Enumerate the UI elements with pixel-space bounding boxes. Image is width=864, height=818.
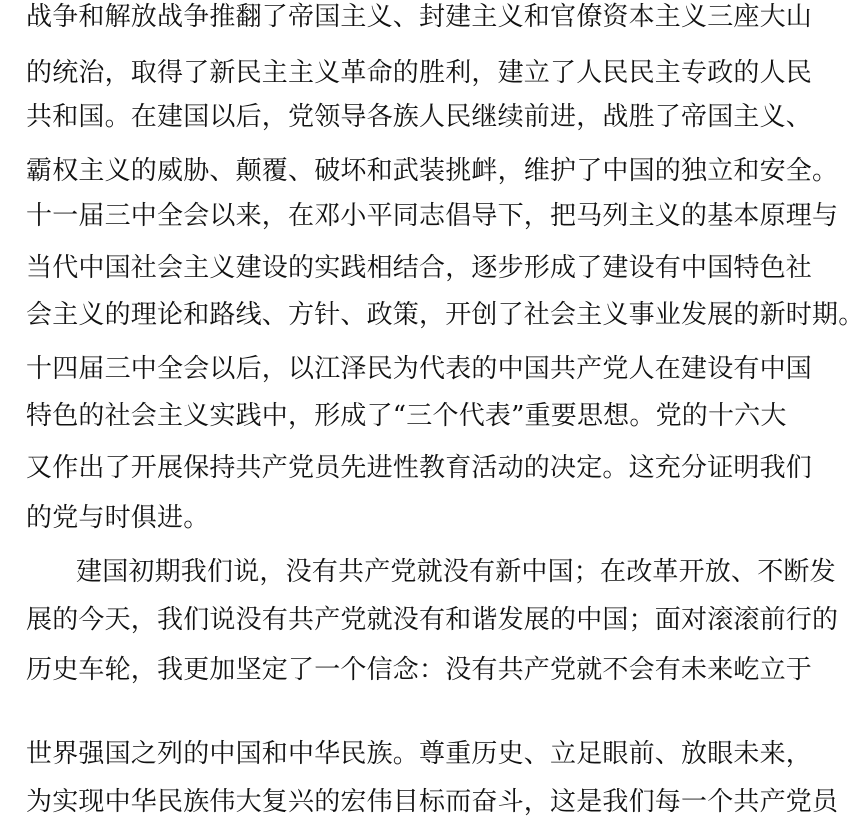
text-line-5: 十一届三中全会以来，在邓小平同志倡导下，把马列主义的基本原理与 xyxy=(26,201,839,231)
text-line-1: 战争和解放战争推翻了帝国主义、封建主义和官僚资本主义三座大山 xyxy=(26,2,813,32)
text-line-13: 展的今天，我们说没有共产党就没有和谐发展的中国；面对滚滚前行的 xyxy=(26,605,839,635)
text-line-8: 十四届三中全会以后，以江泽民为代表的中国共产党人在建设有中国 xyxy=(26,354,813,384)
text-line-14: 历史车轮，我更加坚定了一个信念：没有共产党就不会有未来屹立于 xyxy=(26,655,813,685)
text-line-7: 会主义的理论和路线、方针、政策，开创了社会主义事业发展的新时期。 xyxy=(26,300,864,330)
text-line-2: 的统治，取得了新民主主义革命的胜利，建立了人民民主专政的人民 xyxy=(26,58,813,88)
text-line-9: 特色的社会主义实践中，形成了“三个代表”重要思想。党的十六大 xyxy=(26,401,787,431)
text-line-16-partial: 为实现中华民族伟大复兴的宏伟目标而奋斗，这是我们每一个共产党员 xyxy=(26,787,839,817)
text-line-4: 霸权主义的威胁、颠覆、破坏和武装挑衅，维护了中国的独立和安全。 xyxy=(26,156,839,186)
text-line-6: 当代中国社会主义建设的实践相结合，逐步形成了建设有中国特色社 xyxy=(26,253,813,283)
text-line-15: 世界强国之列的中国和中华民族。尊重历史、立足眼前、放眼未来， xyxy=(26,739,813,769)
text-line-3: 共和国。在建国以后，党领导各族人民继续前进，战胜了帝国主义、 xyxy=(26,102,813,132)
text-line-11: 的党与时俱进。 xyxy=(26,503,210,533)
text-line-10: 又作出了开展保持共产党员先进性教育活动的决定。这充分证明我们 xyxy=(26,453,813,483)
text-line-12: 建国初期我们说，没有共产党就没有新中国；在改革开放、不断发 xyxy=(76,557,836,587)
